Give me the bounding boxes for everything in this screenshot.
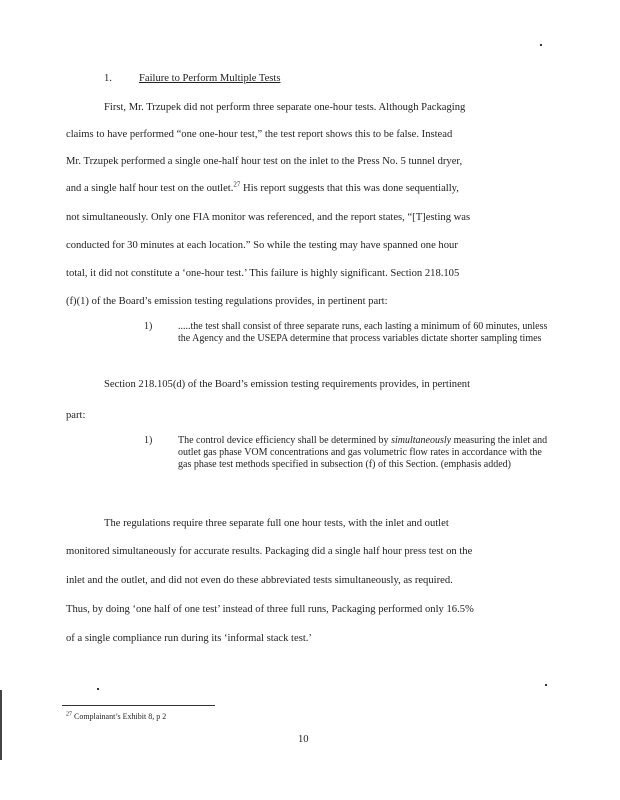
body-line: First, Mr. Trzupek did not perform three separate one-hour tests. Although Packaging: [104, 102, 466, 113]
footnote-reference: 27: [233, 180, 241, 189]
body-line: The regulations require three separate full one hour tests, with the inlet and outlet: [104, 518, 449, 529]
quote-number: 1): [144, 435, 153, 446]
section-number: 1.: [104, 73, 112, 84]
block-quote: [178, 435, 548, 471]
body-line: Thus, by doing ‘one half of one test’ instead of three full runs, Packaging performed only 16.5%: [66, 604, 474, 615]
quote-text-continued: measuring the inlet and outlet gas phase VOM concentrations and gas volumetric flow rates in accordance with the gas phase test methods specified in subsection (f) of this Section. (emphasis added): [178, 435, 548, 470]
scan-speck: [545, 684, 547, 686]
body-line-footnoted: [66, 182, 459, 195]
body-line: conducted for 30 minutes at each location.” So while the testing may have spanned one hour: [66, 240, 458, 251]
page-number: 10: [298, 734, 309, 745]
scan-speck: [97, 688, 99, 690]
scan-speck: [540, 44, 542, 46]
body-line-text-continued: His report suggests that this was done sequentially,: [240, 183, 459, 194]
section-heading: Failure to Perform Multiple Tests: [139, 73, 281, 84]
body-line: not simultaneously. Only one FIA monitor was referenced, and the report states, “[T]esting was: [66, 212, 471, 223]
body-line: total, it did not constitute a ‘one-hour test.’ This failure is highly significant. Section 218.105: [66, 268, 460, 279]
body-line: (f)(1) of the Board’s emission testing regulations provides, in pertinent part:: [66, 296, 388, 307]
body-line: of a single compliance run during its ‘informal stack test.’: [66, 633, 312, 644]
body-line: monitored simultaneously for accurate results. Packaging did a single half hour press test on the: [66, 546, 473, 557]
footnote-number: 27: [66, 711, 72, 718]
quote-emphasis: simultaneously: [391, 435, 452, 446]
footnote: [66, 712, 166, 721]
body-line: Mr. Trzupek performed a single one-half hour test on the inlet to the Press No. 5 tunnel dryer,: [66, 156, 463, 167]
footnote-text: Complainant’s Exhibit 8, p 2: [72, 712, 167, 721]
quote-number: 1): [144, 321, 153, 332]
body-line: inlet and the outlet, and did not even do these abbreviated tests simultaneously, as required.: [66, 575, 453, 586]
scan-margin-mark: [0, 690, 2, 760]
body-line: part:: [66, 410, 86, 421]
block-quote: .....the test shall consist of three separate runs, each lasting a minimum of 60 minutes, unless the Agency and the USEPA determine that process variables dictate shorter sampling times: [178, 321, 548, 344]
body-line-text: and a single half hour test on the outlet.: [66, 183, 234, 194]
body-line: claims to have performed “one one-hour test,” the test report shows this to be false. Instead: [66, 129, 453, 140]
body-line: Section 218.105(d) of the Board’s emission testing requirements provides, in pertinent: [104, 379, 471, 390]
footnote-divider: [62, 705, 215, 706]
quote-text: The control device efficiency shall be determined by: [178, 435, 392, 446]
